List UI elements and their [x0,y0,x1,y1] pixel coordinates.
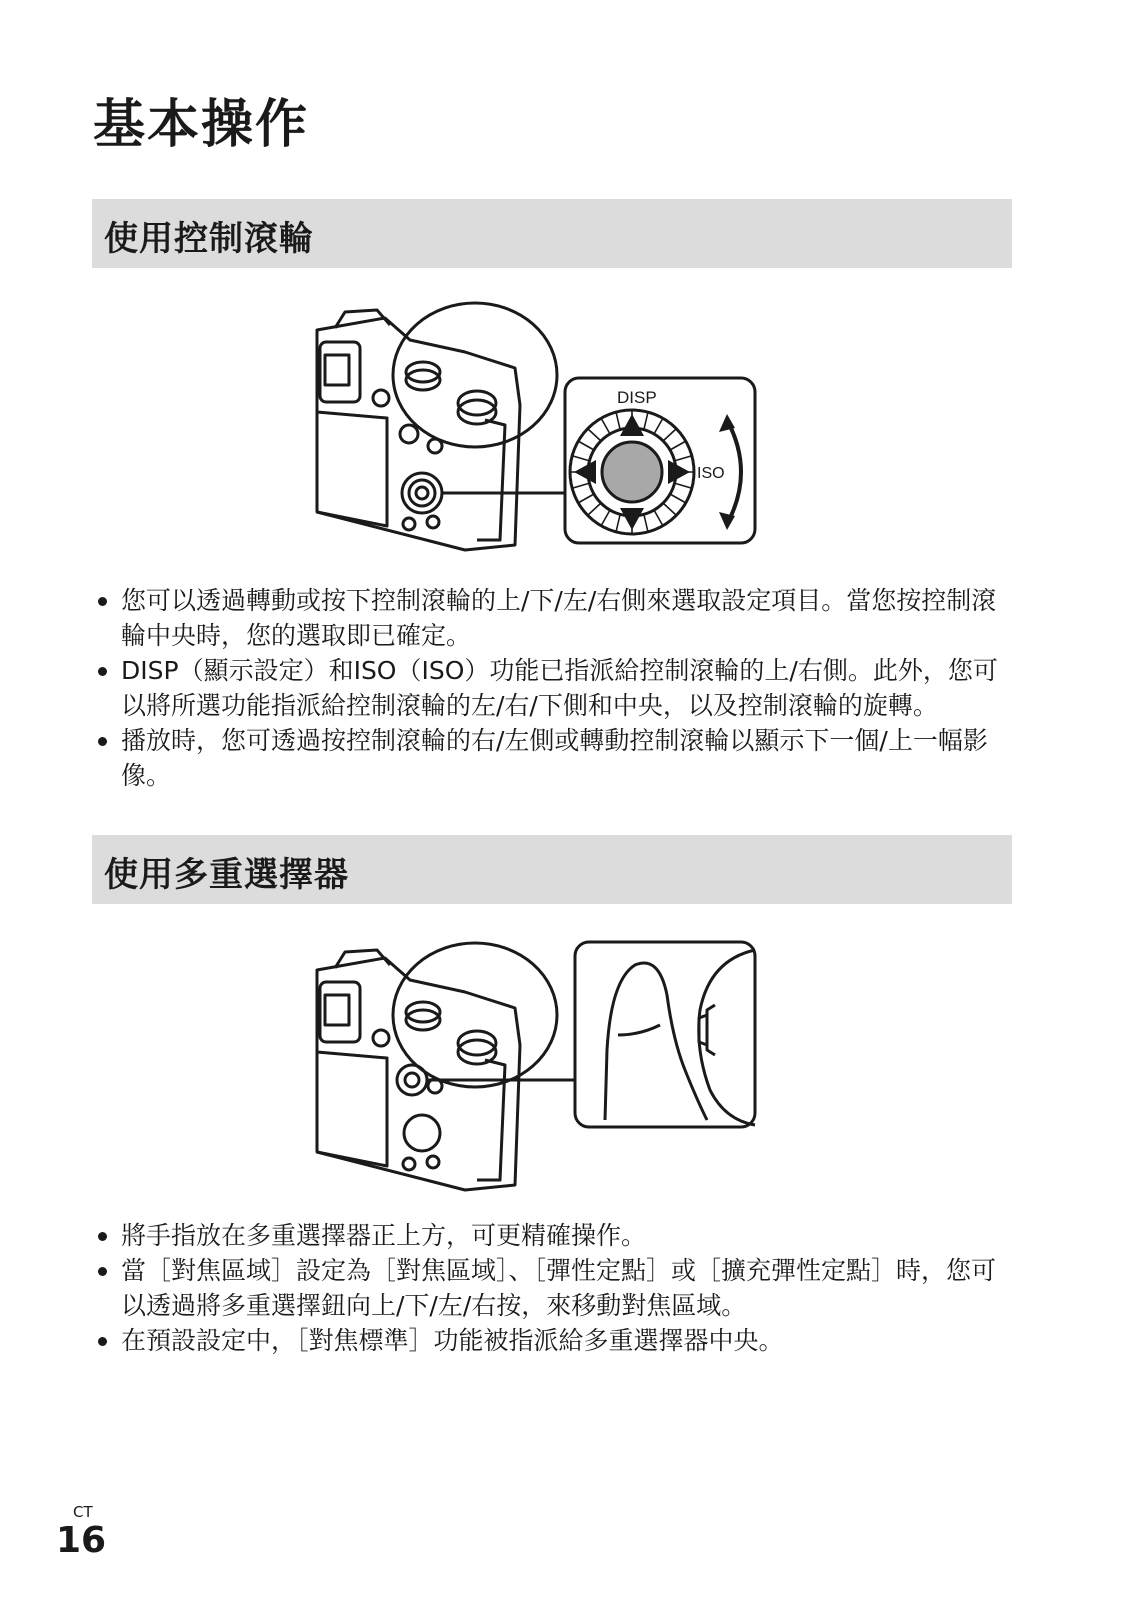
arrow-up-icon [620,414,644,436]
rear-screen [317,1052,387,1166]
multi-selector-illustration [315,940,785,1205]
camera-body-outline [317,958,520,1190]
arrow-left-icon [574,460,596,484]
language-code: CT [73,1503,93,1521]
rear-screen [317,412,387,526]
list-item: 將手指放在多重選擇器正上方，可更精確操作。 [95,1218,1015,1253]
wheel-center-button [602,442,662,502]
list-item: 您可以透過轉動或按下控制滾輪的上/下/左/右側來選取設定項目。當您按控制滾輪中央時，您的選取即已確定。 [95,583,1015,653]
section2-bullet-list [95,1218,1015,1358]
thumb-icon [605,963,707,1120]
section-header-multi-selector [92,835,1012,904]
section1-bullet-list [95,583,1015,793]
page-number: 16 [56,1520,107,1561]
section-title: 使用多重選擇器 [104,855,349,895]
section-header-control-wheel [92,199,1012,268]
list-item: 在預設設定中，［對焦標準］功能被指派給多重選擇器中央。 [95,1323,1015,1358]
multi-selector-on-body [397,1065,427,1095]
callout-box [575,942,755,1127]
arrow-down-icon [620,508,644,530]
wheel-label-iso: ISO [697,465,725,482]
control-wheel-illustration [315,300,785,565]
section-title: 使用控制滾輪 [104,219,314,259]
rotation-arrow [727,420,741,524]
list-item: DISP（顯示設定）和ISO（ISO）功能已指派給控制滾輪的上/右側。此外，您可以將所選功能指派給控制滾輪的左/右/下側和中央，以及控制滾輪的旋轉。 [95,653,1015,723]
page-title: 基本操作 [93,95,310,155]
wheel-label-disp: DISP [617,388,657,407]
list-item: 當［對焦區域］設定為［對焦區域］、［彈性定點］或［擴充彈性定點］時，您可以透過將多重選擇鈕向上/下/左/右按，來移動對焦區域。 [95,1253,1015,1323]
arrow-right-icon [668,460,690,484]
list-item: 播放時，您可透過按控制滾輪的右/左側或轉動控制滾輪以顯示下一個/上一幅影像。 [95,723,1015,793]
